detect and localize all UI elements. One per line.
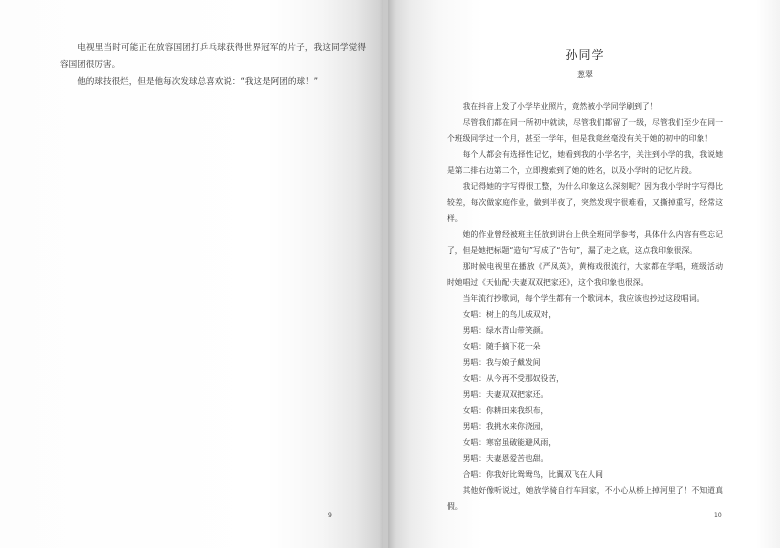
lyric-line: 合唱：你我好比鸳鸯鸟，比翼双飞在人间	[462, 470, 603, 479]
paragraph: 电视里当时可能正在放容国团打乒乓球获得世界冠军的片子，我这同学觉得容国团很厉害。	[60, 43, 366, 70]
paragraph: 我在抖音上发了小学毕业照片，竟然被小学同学刷到了！	[462, 102, 658, 111]
article-author: 葱翠	[577, 70, 593, 79]
page-number: 9	[328, 512, 332, 519]
lyric-line: 男唱：我挑水来你浇园，	[462, 422, 549, 431]
paragraph: 我记得她的字写得很工整，为什么印象这么深刻呢？因为我小学时字写得比较差，每次做家庭作业，做到半夜了，突然发现字很难看，又撕掉重写，经常这样。	[447, 182, 723, 223]
lyric-line: 男唱：夫妻双双把家还。	[462, 390, 549, 399]
page-number: 10	[714, 512, 722, 519]
lyric-line: 女唱：从今再不受那奴役苦，	[462, 374, 564, 383]
lyric-line: 女唱：树上的鸟儿成双对，	[462, 310, 557, 319]
paragraph: 他的球技很烂，但是他每次发球总喜欢说：“我这是阿团的球！”	[77, 77, 319, 87]
right-page	[388, 0, 780, 548]
lyric-line: 女唱：随手摘下花一朵	[462, 342, 541, 351]
paragraph: 尽管我们都在同一所初中就读，尽管我们都留了一级，尽管我们至少在同一个班级同学过一个月，甚至一学年，但是我竟丝毫没有关于她的初中的印象！	[447, 118, 723, 143]
lyric-line: 女唱：你耕田来我织布，	[462, 406, 549, 415]
right-page-body	[447, 99, 723, 515]
paragraph: 每个人都会有选择性记忆，她看到我的小学名字，关注到小学的我，我说她是第二排右边第二个，立即搜索到了她的姓名，以及小学时的记忆片段。	[447, 150, 723, 175]
article-title: 孙同学	[565, 48, 605, 62]
paragraph: 她的作业曾经被班主任放到讲台上供全班同学参考，具体什么内容有些忘记了，但是她把标题“造句”写成了“告句”，漏了走之底，这点我印象很深。	[447, 230, 723, 255]
lyric-line: 男唱：绿水青山带笑颜。	[462, 326, 549, 335]
left-page	[0, 0, 383, 548]
lyric-line: 女唱：寒窑虽破能避风雨，	[462, 438, 557, 447]
lyric-line: 男唱：夫妻恩爱苦也甜。	[462, 454, 549, 463]
paragraph: 其他好像听说过，她放学骑自行车回家，不小心从桥上掉河里了！不知道真假。	[447, 486, 723, 511]
paragraph: 当年流行抄歌词，每个学生都有一个歌词本，我应该也抄过这段唱词。	[462, 294, 705, 303]
paragraph: 那时候电视里在播放《严凤英》，黄梅戏很流行，大家都在学唱，班级活动时她唱过《天仙配·夫妻双双把家还》，这个我印象也很深。	[447, 262, 723, 287]
lyric-line: 男唱：我与娘子戴发间	[462, 358, 541, 367]
left-page-body	[60, 40, 366, 91]
